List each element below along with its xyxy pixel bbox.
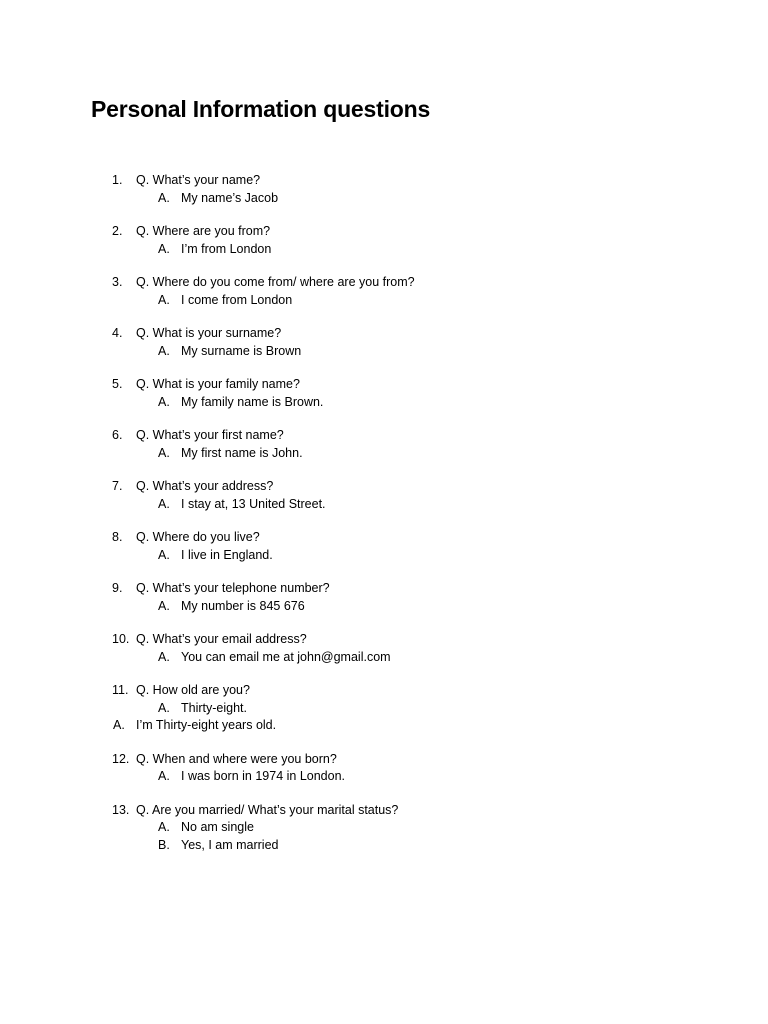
answer-letter: A.: [158, 496, 170, 511]
question-number: 2.: [112, 224, 123, 238]
answer-letter: A.: [158, 820, 170, 834]
answer-letter: A.: [158, 343, 170, 358]
question-number: 1.: [112, 173, 123, 187]
question-text: Q. What’s your email address?: [136, 632, 307, 646]
question-text: Q. What is your family name?: [136, 377, 300, 391]
answer-line: [0, 292, 768, 310]
question-line: [0, 802, 768, 820]
answer-line: [0, 445, 768, 463]
answer-text: Yes, I am married: [181, 837, 279, 852]
answer-letter: A.: [158, 445, 170, 460]
answer-text: My family name is Brown.: [181, 394, 324, 409]
qa-item-11: [0, 682, 768, 735]
qa-item-4: [0, 325, 768, 360]
answer-letter: A.: [158, 241, 170, 256]
answer-text: I’m from London: [181, 241, 272, 256]
answer-text: No am single: [181, 820, 254, 834]
answer-line: [0, 700, 768, 718]
answer-line: [0, 649, 768, 667]
qa-list: [0, 172, 768, 870]
answer-text: I stay at, 13 United Street.: [181, 496, 326, 511]
answer-letter: A.: [158, 700, 170, 715]
question-line: [0, 631, 768, 649]
question-number: 6.: [112, 428, 123, 442]
question-text: Q. What’s your name?: [136, 173, 261, 187]
question-number: 7.: [112, 479, 123, 493]
page-title: Personal Information questions: [91, 96, 431, 122]
question-line: [0, 223, 768, 241]
answer-text: I’m Thirty-eight years old.: [136, 718, 277, 732]
qa-item-7: [0, 478, 768, 513]
answer-letter: B.: [158, 837, 170, 852]
answer-letter: A.: [158, 598, 170, 613]
answer-text: I was born in 1974 in London.: [181, 769, 346, 783]
answer-line: [0, 496, 768, 514]
answer-letter: A.: [113, 718, 125, 732]
answer-text: I come from London: [181, 292, 293, 307]
question-line: [0, 427, 768, 445]
question-text: Q. What is your surname?: [136, 326, 282, 340]
answer-letter: A.: [158, 649, 170, 664]
answer-line: [0, 819, 768, 837]
answer-line: [0, 768, 768, 786]
question-text: Q. What’s your telephone number?: [136, 581, 330, 595]
qa-item-13: [0, 802, 768, 855]
answer-text: My name’s Jacob: [181, 190, 279, 205]
answer-line: [0, 190, 768, 208]
answer-letter: A.: [158, 394, 170, 409]
question-number: 3.: [112, 275, 123, 289]
question-line: [0, 325, 768, 343]
answer-line: [0, 547, 768, 565]
outdented-answer-line: [0, 717, 768, 735]
qa-item-12: [0, 751, 768, 786]
qa-item-10: [0, 631, 768, 666]
question-text: Q. Where do you live?: [136, 530, 260, 544]
question-number: 8.: [112, 530, 123, 544]
answer-text: My number is 845 676: [181, 598, 305, 613]
qa-item-6: [0, 427, 768, 462]
question-number: 4.: [112, 326, 123, 340]
question-line: [0, 751, 768, 769]
answer-text: You can email me at john@gmail.com: [181, 649, 391, 664]
answer-line: [0, 343, 768, 361]
question-text: Q. How old are you?: [136, 683, 250, 697]
answer-line: [0, 394, 768, 412]
answer-letter: A.: [158, 190, 170, 205]
question-number: 5.: [112, 377, 123, 391]
answer-text: Thirty-eight.: [181, 700, 247, 715]
question-text: Q. What’s your first name?: [136, 428, 284, 442]
question-text: Q. What’s your address?: [136, 479, 274, 493]
answer-text: My first name is John.: [181, 445, 303, 460]
question-line: [0, 376, 768, 394]
question-line: [0, 274, 768, 292]
question-line: [0, 478, 768, 496]
question-text: Q. Where do you come from/ where are you from?: [136, 275, 415, 289]
qa-item-1: [0, 172, 768, 207]
question-line: [0, 172, 768, 190]
qa-item-8: [0, 529, 768, 564]
answer-line: [0, 598, 768, 616]
qa-item-9: [0, 580, 768, 615]
question-line: [0, 529, 768, 547]
question-text: Q. Are you married/ What’s your marital status?: [136, 802, 399, 817]
qa-item-2: [0, 223, 768, 258]
question-number: 12.: [112, 751, 130, 766]
answer-letter: A.: [158, 769, 170, 783]
question-number: 13.: [112, 802, 130, 817]
answer-letter: A.: [158, 292, 170, 307]
question-number: 10.: [112, 632, 130, 646]
qa-item-5: [0, 376, 768, 411]
question-number: 9.: [112, 581, 123, 595]
question-number: 11.: [112, 683, 129, 697]
answer-letter: A.: [158, 547, 170, 562]
answer-text: My surname is Brown: [181, 343, 302, 358]
qa-item-3: [0, 274, 768, 309]
question-line: [0, 682, 768, 700]
answer-text: I live in England.: [181, 547, 273, 562]
question-line: [0, 580, 768, 598]
answer-line: [0, 241, 768, 259]
question-text: Q. When and where were you born?: [136, 751, 337, 766]
answer-line: [0, 837, 768, 855]
question-text: Q. Where are you from?: [136, 224, 271, 238]
